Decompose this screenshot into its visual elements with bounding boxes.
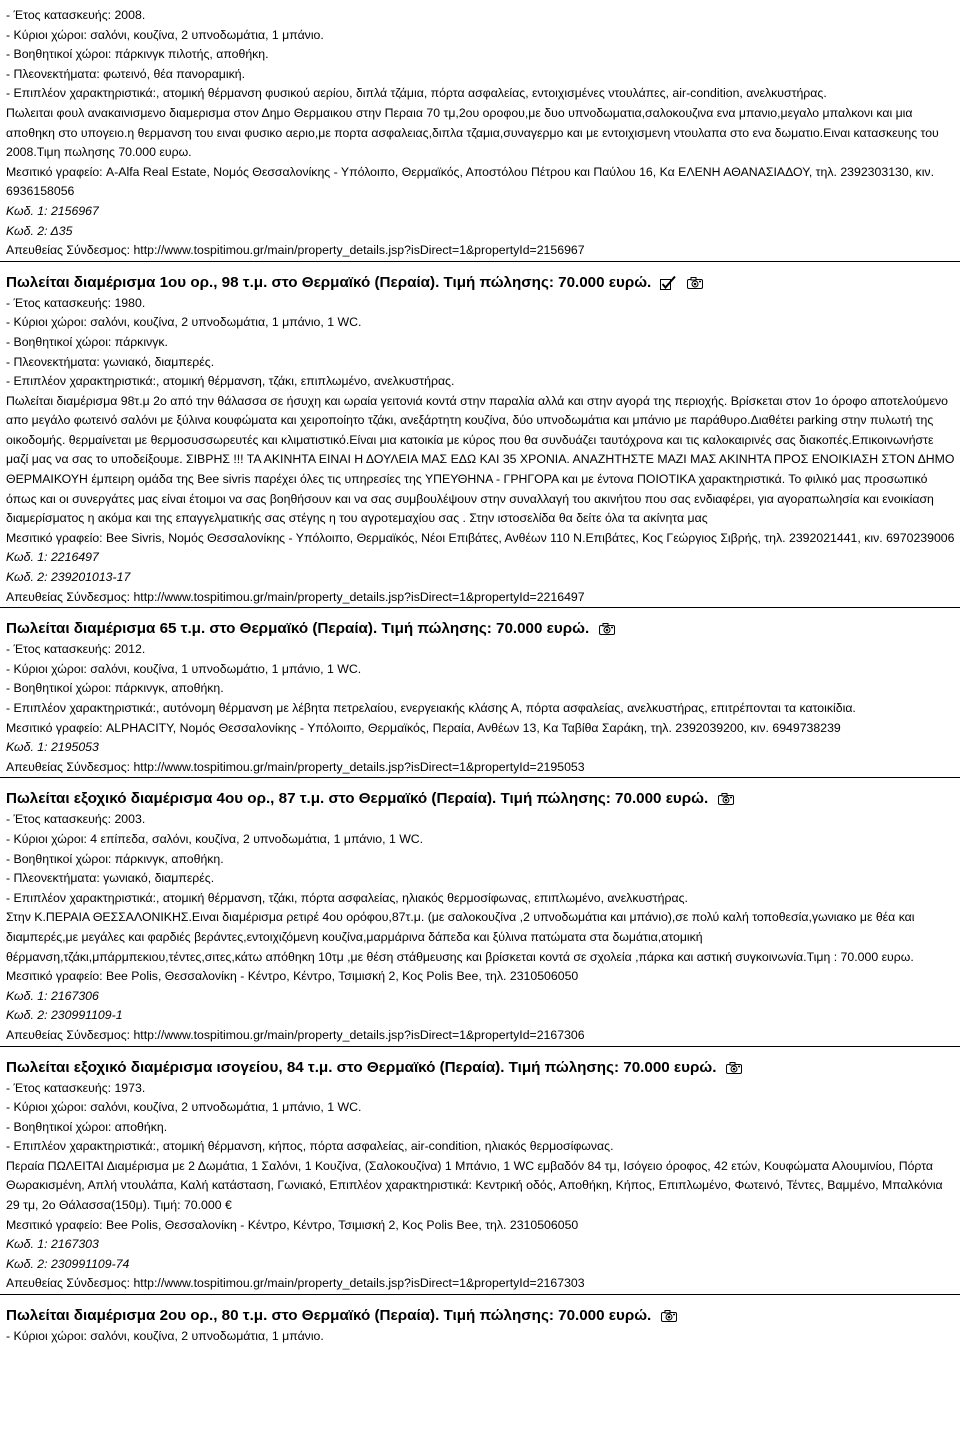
listing-code-1: Κωδ. 1: 2167306 bbox=[6, 988, 99, 1003]
intro-line-3: - Βοηθητικοί χώροι: πάρκινγκ πιλοτής, αποθήκη. bbox=[6, 47, 269, 62]
separator bbox=[0, 1046, 960, 1047]
listing-description: Πωλείται διαμέρισμα 98τ.μ 2ο από την θάλασσα σε ήσυχη και ωραία γειτονιά κοντά στην παραλία αλλά και στην αγορά της περιοχής. Βρίσκεται στον 1ο όροφο αποτελούμενο απο μεγάλο φωτεινό σαλόνι με ξύλινα κουφώματα και χειροποίητο τζάκι, ανεξάρτητη κουζίνα, δύο υπνοδωμάτια και μπάνιο με παράθυρο.Διαθέτει parking στην πυλωτή της οικοδομής. θερμαίνεται με θερμοσυσσωρευτές και κλιματιστικό.Είναι μια κατοικία με κύρος που θα συνδυάζει ταυτόχρονα και τις καλοκαιρινές σας διακοπές.Επικοινωνήστε μαζί μας να σας το υποδείξουμε. ΣΙΒΡΗΣ !!! ΤΑ ΑΚΙΝΗΤΑ ΕΙΝΑΙ Η ΔΟΥΛΕΙΑ ΜΑΣ ΕΔΩ ΚΑΙ 35 ΧΡΟΝΙΑ. ΑΝΑΖΗΤΗΣΤΕ ΜΑΖΙ ΜΑΣ ΑΚΙΝΗΤΑ ΠΡΟΣ ΕΝΟΙΚΙΑΣΗ ΣΤΟΝ ΔΗΜΟ ΘΕΡΜΑΙΚΟΥΗ έμπειρη ομάδα της Bee sivris παρέχει όλες τις υπηρεσίες της ΥΠΕΥΘΗΝΑ - ΓΡΗΓΟΡΑ και με έντονα ΠΟΙΟΤΙΚΑ χαρακτηριστικά. Το φιλικό μας προσωπικό όπως και οι συνεργάτες μας είναι έτοιμοι να σας βοηθήσουν και να σας συμβουλέψουν στην συναλλαγή του ακινήτου που σας ενδιαφέρει, για αγοραπωλησία και ενοικίαση διαμερίσματος η ακόμα και της επαγγελματικής σας στέγης η του αγροτεμαχίου σας . Στην ιστοσελίδα θα δείτε όλα τα ακίνητα μας bbox=[6, 393, 955, 526]
listing-detail-line: - Επιπλέον χαρακτηριστικά:, ατομική θέρμανση, κήπος, πόρτα ασφαλείας, air-condition, ηλιακός θερμοσίφωνας. bbox=[6, 1139, 614, 1154]
listing-title[interactable] bbox=[4, 272, 956, 294]
camera-icon[interactable] bbox=[718, 793, 734, 805]
listing-detail-line: - Έτος κατασκευής: 1980. bbox=[6, 295, 146, 310]
listing-title[interactable] bbox=[4, 788, 956, 810]
listing-detail-line: - Κύριοι χώροι: σαλόνι, κουζίνα, 1 υπνοδωμάτιο, 1 μπάνιο, 1 WC. bbox=[6, 661, 362, 676]
intro-description: Πωλειται φουλ ανακαινισμενο διαμερισμα στον Δημο Θερμαικου στην Περαια 70 τμ,2ου οροφου,με δυο υπνοδωματια,σαλοκουζινα ενα μπανιο,μεγαλο μπαλκονι και μια αποθηκη στο υπογειο.η θερμανση του ειναι φυσικο αεριο,με πορτα ασφαλειας,διπλα τζαμια,συναγερμο και με εντοιχισμενη ντουλαπα στο ενα δωματιο.Ειναι κατασκευης του 2008.Τιμη πωλησης 70.000 ευρω. bbox=[6, 105, 939, 160]
checkmark-icon bbox=[659, 275, 677, 291]
listing bbox=[4, 1305, 956, 1347]
listing-title-text[interactable]: Πωλείται εξοχικό διαμέρισμα 4ου ορ., 87 τ.μ. στο Θερμαϊκό (Περαία). Τιμή πώλησης: 70.000 ευρώ. bbox=[6, 790, 709, 808]
listing-title[interactable] bbox=[4, 1305, 956, 1327]
camera-icon[interactable] bbox=[726, 1062, 742, 1074]
listing-title-text[interactable]: Πωλείται διαμέρισμα 1ου ορ., 98 τ.μ. στο Θερμαϊκό (Περαία). Τιμή πώλησης: 70.000 ευρώ. bbox=[6, 273, 652, 291]
listing-link[interactable]: Απευθείας Σύνδεσμος: http://www.tospitimou.gr/main/property_details.jsp?isDirect=1&propertyId=2167303 bbox=[6, 1276, 585, 1291]
listing-agency: Μεσιτικό γραφείο: Bee Polis, Θεσσαλονίκη - Κέντρο, Κέντρο, Τσιμισκή 2, Κος Polis Bee, τηλ. 2310506050 bbox=[6, 1217, 579, 1232]
listing-link[interactable]: Απευθείας Σύνδεσμος: http://www.tospitimou.gr/main/property_details.jsp?isDirect=1&propertyId=2167306 bbox=[6, 1027, 585, 1042]
separator bbox=[0, 261, 960, 262]
listing-code-1: Κωδ. 1: 2167303 bbox=[6, 1237, 99, 1252]
intro-listing bbox=[4, 6, 956, 261]
intro-agency: Μεσιτικό γραφείο: A-Alfa Real Estate, Νομός Θεσσαλονίκης - Υπόλοιπο, Θερμαϊκός, Αποστόλου Πέτρου και Παύλου 16, Κα ΕΛΕΝΗ ΑΘΑΝΑΣΙΑΔΟΥ, τηλ. 2392303130, κιν. 6936158056 bbox=[6, 164, 934, 199]
listing-code-2: Κωδ. 2: 239201013-17 bbox=[6, 570, 131, 585]
intro-link[interactable]: Απευθείας Σύνδεσμος: http://www.tospitimou.gr/main/property_details.jsp?isDirect=1&propertyId=2156967 bbox=[6, 243, 585, 258]
listing bbox=[4, 272, 956, 608]
listing bbox=[4, 1057, 956, 1295]
listing-detail-line: - Κύριοι χώροι: 4 επίπεδα, σαλόνι, κουζίνα, 2 υπνοδωμάτια, 1 μπάνιο, 1 WC. bbox=[6, 831, 424, 846]
listing-detail-line: - Πλεονεκτήματα: γωνιακό, διαμπερές. bbox=[6, 354, 215, 369]
intro-line-5: - Επιπλέον χαρακτηριστικά:, ατομική θέρμανση φυσικού αερίου, διπλά τζάμια, πόρτα ασφαλείας, εντοιχισμένες ντουλάπες, air-condition, ανελκυστήρας. bbox=[6, 86, 827, 101]
intro-line-2: - Κύριοι χώροι: σαλόνι, κουζίνα, 2 υπνοδωμάτια, 1 μπάνιο. bbox=[6, 27, 324, 42]
listing-detail-line: - Έτος κατασκευής: 2003. bbox=[6, 812, 146, 827]
listing-title-text[interactable]: Πωλείται διαμέρισμα 65 τ.μ. στο Θερμαϊκό (Περαία). Τιμή πώλησης: 70.000 ευρώ. bbox=[6, 620, 590, 638]
listing-link[interactable]: Απευθείας Σύνδεσμος: http://www.tospitimou.gr/main/property_details.jsp?isDirect=1&propertyId=2216497 bbox=[6, 589, 585, 604]
listing-code-2: Κωδ. 2: 230991109-1 bbox=[6, 1008, 123, 1023]
listing-description: Στην Κ.ΠΕΡΑΙΑ ΘΕΣΣΑΛΟΝΙΚΗΣ.Ειναι διαμέρισμα ρετιρέ 4ου ορόφου,87τ.μ. (με σαλοκουζίνα ,2 υπνοδωμάτια και μπάνιο),σε πολύ καλή τοποθεσία,γωνιακο με θέα και διαμπερές,με μεγάλες και φαρδιές βεράντες,εντοιχιζόμενη κουζίνα,μαρμάρινα δάπεδα και ξύλινα πατώματα στα δωμάτια,ατομική θέρμανση,τζάκι,μπάρμπεκιου,τέντες,σιτες,κάτω απόθηκη 10τμ ,με θέση στάθμευσης και βρίσκεται κοντά σε σχολεία ,πάρκα και αστική συγκοινωνία.Τιμη : 70.000 ευρω. bbox=[6, 910, 915, 964]
listing-detail-line: - Κύριοι χώροι: σαλόνι, κουζίνα, 2 υπνοδωμάτια, 1 μπάνιο, 1 WC. bbox=[6, 315, 362, 330]
separator bbox=[0, 777, 960, 778]
listing-detail-line: - Επιπλέον χαρακτηριστικά:, ατομική θέρμανση, τζάκι, επιπλωμένο, ανελκυστήρας. bbox=[6, 374, 455, 389]
listing-code-2: Κωδ. 2: 230991109-74 bbox=[6, 1256, 130, 1271]
listing-detail-line: - Επιπλέον χαρακτηριστικά:, αυτόνομη θέρμανση με λέβητα πετρελαίου, ενεργειακής κλάσης Α, πόρτα ασφαλείας, ανελκυστήρας, επιτρέπονται τα κατοικίδια. bbox=[6, 701, 856, 715]
listing-detail-line: - Έτος κατασκευής: 2012. bbox=[6, 642, 146, 657]
listing-detail-line: - Κύριοι χώροι: σαλόνι, κουζίνα, 2 υπνοδωμάτια, 1 μπάνιο. bbox=[6, 1329, 324, 1344]
listing-detail-line: - Βοηθητικοί χώροι: πάρκινγκ, αποθήκη. bbox=[6, 851, 224, 866]
listing-title[interactable] bbox=[4, 618, 956, 640]
intro-line-1: - Έτος κατασκευής: 2008. bbox=[6, 8, 146, 22]
listing-title-text[interactable]: Πωλείται εξοχικό διαμέρισμα ισογείου, 84 τ.μ. στο Θερμαϊκό (Περαία). Τιμή πώλησης: 70.000 ευρώ. bbox=[6, 1058, 717, 1076]
listing-code-1: Κωδ. 1: 2216497 bbox=[6, 550, 99, 565]
listing-agency: Μεσιτικό γραφείο: Bee Sivris, Νομός Θεσσαλονίκης - Υπόλοιπο, Θερμαϊκός, Νέοι Επιβάτες, Ανθέων 110 Ν.Επιβάτες, Κος Γεώργιος Σιβρής, τηλ. 2392021441, κιν. 6970239006 bbox=[6, 530, 955, 545]
listing-agency: Μεσιτικό γραφείο: Bee Polis, Θεσσαλονίκη - Κέντρο, Κέντρο, Τσιμισκή 2, Κος Polis Bee, τηλ. 2310506050 bbox=[6, 969, 579, 984]
listing-detail-line: - Κύριοι χώροι: σαλόνι, κουζίνα, 2 υπνοδωμάτια, 1 μπάνιο, 1 WC. bbox=[6, 1100, 362, 1115]
listing-description: Περαία ΠΩΛΕΙΤΑΙ Διαμέρισμα με 2 Δωμάτια, 1 Σαλόνι, 1 Κουζίνα, (Σαλοκουζίνα) 1 Μπάνιο, 1 WC εμβαδόν 84 τμ, Ισόγειο όροφος, 42 ετών, Κουφώματα Αλουμινίου, Πόρτα Θωρακισμένη, Απλή ντουλάπα, Καλή κατάσταση, Γωνιακό, Επιπλέον χαρακτηριστικά: Κεντρική οδός, Αποθήκη, Κήπος, Επιπλωμένο, Φωτεινό, Τέντες, Βαμμένο, Μπαλκόνια 29 τμ, 2ο Θάλασσα(150μ). Τιμή: 70.000 € bbox=[6, 1158, 943, 1213]
listing-detail-line: - Βοηθητικοί χώροι: πάρκινγκ. bbox=[6, 334, 168, 349]
listing-code-1: Κωδ. 1: 2195053 bbox=[6, 740, 99, 755]
listing bbox=[4, 788, 956, 1045]
listing-link[interactable]: Απευθείας Σύνδεσμος: http://www.tospitimou.gr/main/property_details.jsp?isDirect=1&propertyId=2195053 bbox=[6, 759, 585, 774]
listings bbox=[0, 272, 960, 1347]
listing-title-text[interactable]: Πωλείται διαμέρισμα 2ου ορ., 80 τ.μ. στο Θερμαϊκό (Περαία). Τιμή πώλησης: 70.000 ευρώ. bbox=[6, 1307, 652, 1325]
separator bbox=[0, 1294, 960, 1295]
intro-code-1: Κωδ. 1: 2156967 bbox=[6, 203, 99, 218]
listing-detail-line: - Βοηθητικοί χώροι: πάρκινγκ, αποθήκη. bbox=[6, 681, 224, 696]
listing-detail-line: - Βοηθητικοί χώροι: αποθήκη. bbox=[6, 1119, 168, 1134]
listing-detail-line: - Έτος κατασκευής: 1973. bbox=[6, 1080, 146, 1095]
intro-code-2: Κωδ. 2: Δ35 bbox=[6, 223, 73, 238]
listing-detail-line: - Πλεονεκτήματα: γωνιακό, διαμπερές. bbox=[6, 871, 215, 886]
camera-icon[interactable] bbox=[687, 277, 703, 289]
intro-line-4: - Πλεονεκτήματα: φωτεινό, θέα πανοραμική. bbox=[6, 66, 246, 81]
camera-icon[interactable] bbox=[599, 623, 615, 635]
listing-detail-line: - Επιπλέον χαρακτηριστικά:, ατομική θέρμανση, τζάκι, πόρτα ασφαλείας, ηλιακός θερμοσίφωνας, επιπλωμένο, ανελκυστήρας. bbox=[6, 890, 688, 905]
listing-title[interactable] bbox=[4, 1057, 956, 1079]
listing-agency: Μεσιτικό γραφείο: ALPHACITY, Νομός Θεσσαλονίκης - Υπόλοιπο, Θερμαϊκός, Περαία, Ανθέων 13, Κα Ταβίθα Σαράκη, τηλ. 2392039200, κιν. 6949738239 bbox=[6, 720, 841, 735]
camera-icon[interactable] bbox=[661, 1310, 677, 1322]
separator bbox=[0, 607, 960, 608]
listing bbox=[4, 618, 956, 777]
